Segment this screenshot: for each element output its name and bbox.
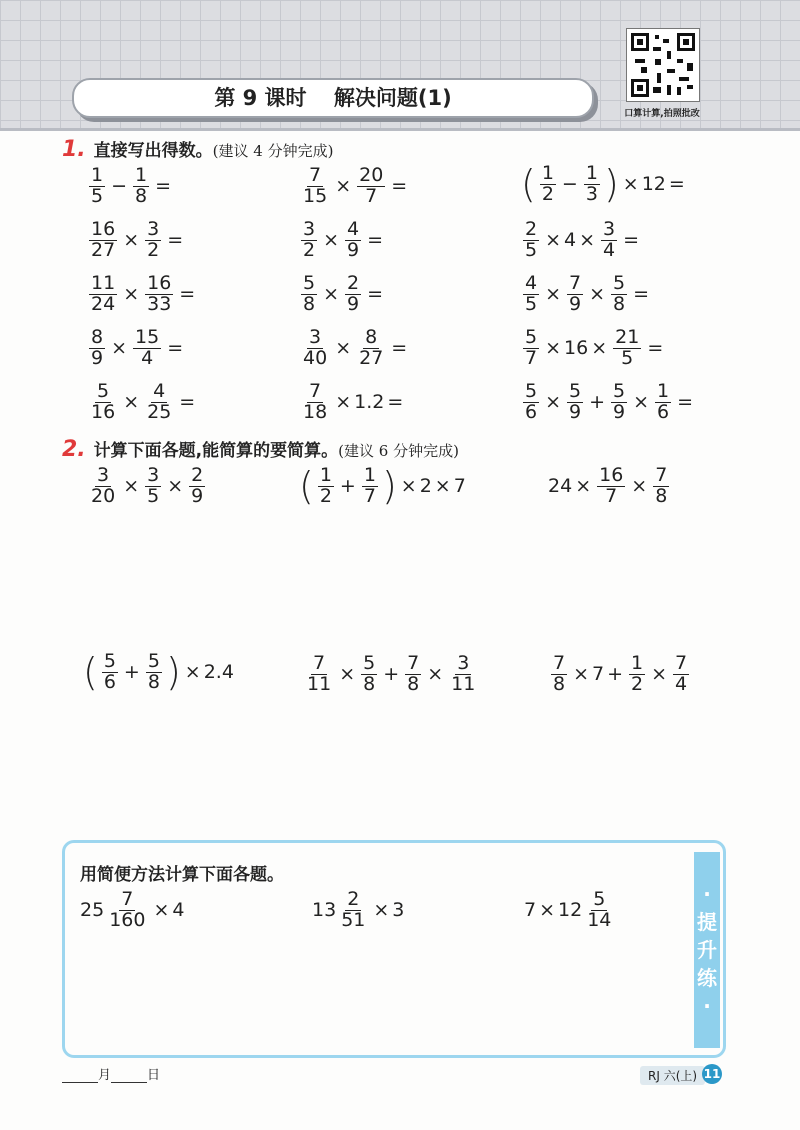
problem-2-5: $\frac{7}{11}$ × $\frac{5}{8}$ + $\frac{7}{8}$ × $\frac{3}{11}$	[307, 652, 476, 695]
page-number: 11	[702, 1064, 722, 1084]
problem-1-6: $\frac{2}{5}$ × 4 × $\frac{3}{4}$ =	[525, 218, 640, 261]
problem-1-11: $\frac{3}{40}$ × $\frac{8}{27}$ =	[303, 326, 408, 369]
problem-1-4: $\frac{16}{27}$ × $\frac{3}{2}$ =	[91, 218, 184, 261]
section1-title-text: 直接写出得数。	[93, 141, 213, 161]
problem-1-5: $\frac{3}{2}$ × $\frac{4}{9}$ =	[303, 218, 384, 261]
problem-1-10: $\frac{8}{9}$ × $\frac{15}{4}$ =	[91, 326, 184, 369]
section1-hint: (建议 4 分钟完成)	[212, 142, 334, 160]
practice-problem-2: 13 $\frac{2}{51}$ × 3	[312, 888, 405, 931]
lesson-title-bar	[72, 78, 594, 118]
practice-problem-3: 7 × 12 $\frac{5}{14}$	[524, 888, 612, 931]
date-field[interactable]	[62, 1064, 160, 1083]
day-label: 日	[147, 1068, 161, 1083]
section2-number: 2.	[62, 437, 86, 462]
section1-title	[62, 136, 333, 162]
problem-1-12: $\frac{5}{7}$ × 16 × $\frac{21}{5}$ =	[525, 326, 664, 369]
problem-1-15: $\frac{5}{6}$ × $\frac{5}{9}$ + $\frac{5}{9}$ × $\frac{1}{6}$ =	[525, 380, 694, 423]
book-label: RJ 六(上)	[640, 1066, 705, 1085]
section2-title-text: 计算下面各题,能简算的要简算。	[93, 441, 339, 461]
practice-title: 用简便方法计算下面各题。	[80, 865, 284, 885]
lesson-number: 第 9 课时	[214, 86, 307, 110]
problem-2-2: ( $\frac{1}{2}$ + $\frac{1}{7}$ ) × 2 × 7	[299, 464, 466, 509]
qr-code[interactable]	[626, 28, 700, 102]
problem-1-7: $\frac{11}{24}$ × $\frac{16}{33}$ =	[91, 272, 196, 315]
section2-hint: (建议 6 分钟完成)	[338, 442, 459, 460]
problem-2-1: $\frac{3}{20}$ × $\frac{3}{5}$ × $\frac{2}{9}$	[91, 464, 204, 507]
month-label: 月	[98, 1068, 112, 1083]
problem-2-3: 24 × $\frac{16}{7}$ × $\frac{7}{8}$	[548, 464, 668, 507]
problem-1-9: $\frac{4}{5}$ × $\frac{7}{9}$ × $\frac{5}{8}$ =	[525, 272, 650, 315]
qr-caption: 口算计算,拍照批改	[624, 109, 700, 119]
practice-tab: · 提 升 练 ·	[694, 852, 720, 1048]
problem-1-2: $\frac{7}{15}$ × $\frac{20}{7}$ =	[303, 164, 408, 207]
problem-1-3: ( $\frac{1}{2}$ − $\frac{1}{3}$ ) × 12 =	[521, 162, 685, 207]
problem-1-1: $\frac{1}{5}$ − $\frac{1}{8}$ =	[91, 164, 172, 207]
problem-1-14: $\frac{7}{18}$ × 1.2 =	[303, 380, 404, 423]
section1-number: 1.	[62, 137, 86, 162]
problem-1-8: $\frac{5}{8}$ × $\frac{2}{9}$ =	[303, 272, 384, 315]
section2-title	[62, 436, 459, 462]
practice-problem-1: 25 $\frac{7}{160}$ × 4	[80, 888, 185, 931]
qr-code-graphic	[627, 29, 699, 101]
header-grid	[0, 0, 800, 131]
problem-2-4: ( $\frac{5}{6}$ + $\frac{5}{8}$ ) × 2.4	[83, 650, 234, 695]
lesson-title: 解决问题(1)	[333, 86, 452, 110]
problem-2-6: $\frac{7}{8}$ × 7 + $\frac{1}{2}$ × $\frac{7}{4}$	[553, 652, 688, 695]
problem-1-13: $\frac{5}{16}$ × $\frac{4}{25}$ =	[91, 380, 196, 423]
